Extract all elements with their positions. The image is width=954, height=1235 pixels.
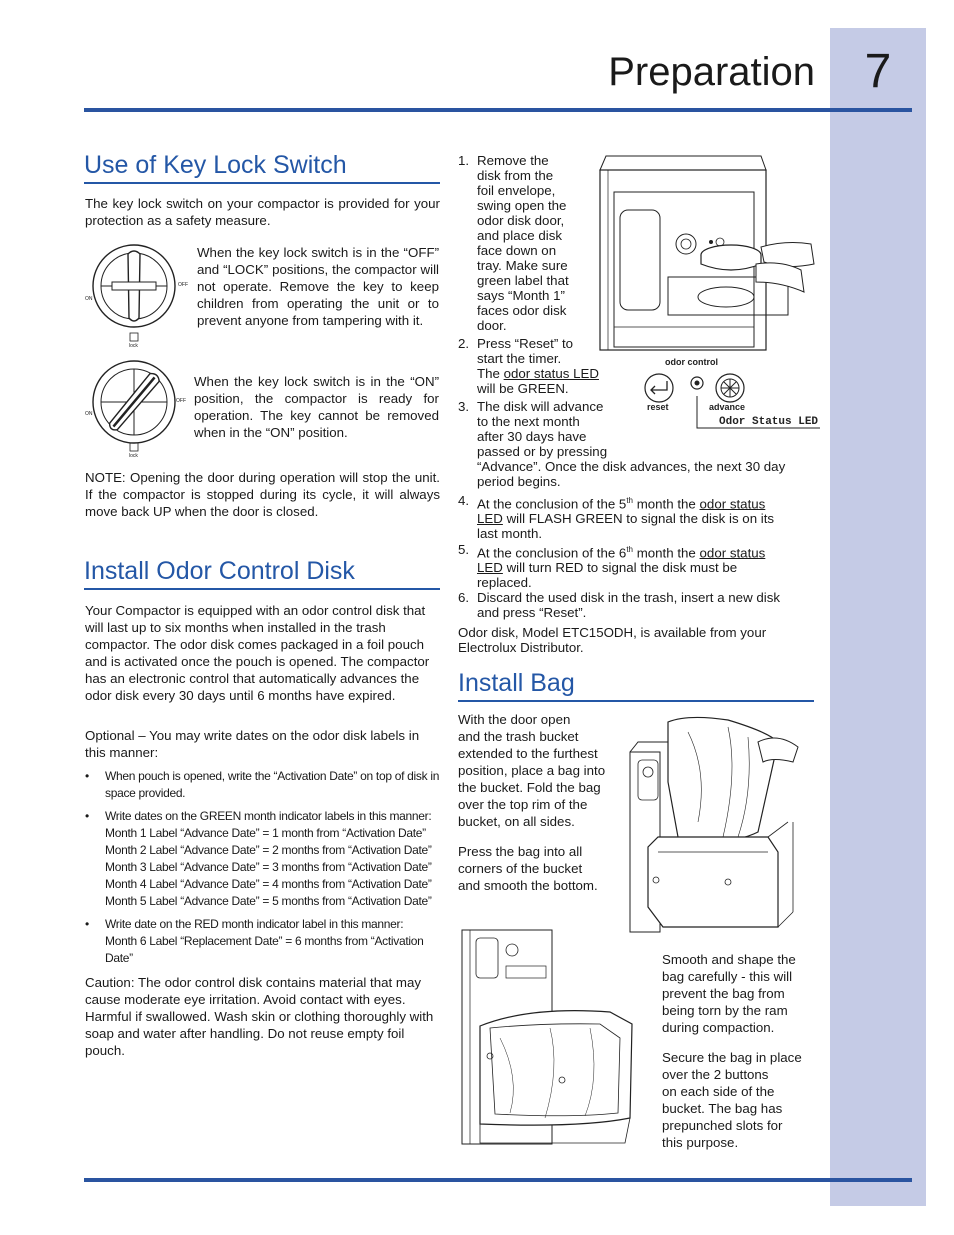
dial-off-label: OFF: [178, 282, 188, 288]
odor-caution: Caution: The odor control disk contains material that may cause moderate eye irritation. Avoid contact with eyes. Harmful if swallowed. Wash skin or clothing thoroughly with soap and water after handling. Do not reuse empty foil pouch.: [85, 975, 434, 1058]
control-panel-title: odor control: [665, 357, 718, 367]
bottom-rule: [84, 1178, 912, 1182]
dial-lock-label-2: lock: [129, 453, 138, 459]
bullet-item: • Write date on the RED month indicator label in this manner: Month 6 Label “Replacement Date” = 6 months from “Activation Date”: [85, 917, 424, 965]
bullet-item: • Write dates on the GREEN month indicator labels in this manner: Month 1 Label “Advance Date” = 1 month from “Activation Date” Month 2 Label “Advance Date” = 2 months from “Activation Date” Month 3 Label “Advance Date” = 3 months from “Activation Date” Month 4 Label “Advance Date” = 4 months from “Activation Date” Month 5 Label “Advance Date” = 5 months from “Activation Date”: [85, 809, 432, 908]
bag-text-4: Secure the bag in place over the 2 buttons on each side of the bucket. The bag has prepunched slots for this purpose.: [662, 1050, 802, 1150]
key-dial-on-icon: [82, 356, 192, 468]
bag-text-1: With the door open and the trash bucket extended to the furthest position, place a bag into the bucket. Fold the bag over the top rim of the bucket, on all sides.: [458, 712, 606, 829]
bullet-item: • When pouch is opened, write the “Activation Date” on top of disk in space provided.: [85, 769, 440, 800]
model-note: Odor disk, Model ETC15ODH, is available from your Electrolux Distributor.: [458, 625, 767, 655]
odor-status-led-label: Odor Status LED: [719, 416, 819, 428]
dial-on-label: ON: [85, 296, 93, 302]
bag-text-2: Press the bag into all corners of the bucket and smooth the bottom.: [458, 844, 598, 893]
side-tab: [830, 28, 926, 1206]
odor-heading: Install Odor Control Disk: [84, 557, 440, 590]
odor-optional: Optional – You may write dates on the odor disk labels in this manner:: [85, 728, 420, 760]
key-lock-heading: Use of Key Lock Switch: [84, 151, 440, 184]
install-bag-heading: Install Bag: [458, 669, 814, 702]
odor-intro: Your Compactor is equipped with an odor control disk that will last up to six months when installed in the trash compactor. The odor disk comes packaged in a foil pouch and is activated once the pouch is opened. The compactor has an electronic control that automatically advances the odor disk every 30 days until 6 months have expired.: [85, 603, 430, 703]
dial-lock-label: lock: [129, 343, 138, 349]
bag-text-3: Smooth and shape the bag carefully - this will prevent the bag from being torn by the ram during compaction.: [662, 952, 796, 1035]
reset-button-label: reset: [647, 402, 669, 412]
key-lock-off-text: When the key lock switch is in the “OFF” and “LOCK” positions, the compactor will not operate. Remove the key to keep children from operating the unit or to prevent anyone from tampering with it.: [197, 245, 439, 328]
dial-on-label-2: ON: [85, 411, 93, 417]
key-lock-note: NOTE: Opening the door during operation will stop the unit. If the compactor is stopped during its cycle, it will always move back UP when the door is closed.: [85, 470, 440, 519]
dial-off-label-2: OFF: [176, 398, 186, 404]
advance-button-label: advance: [709, 402, 746, 412]
page-number: 7: [864, 45, 892, 98]
key-lock-on-text: When the key lock switch is in the “ON” position, the compactor is ready for operation. The key cannot be removed when in the “ON” position.: [194, 374, 439, 440]
step-1: 1. Remove the disk from the foil envelope, swing open the odor disk door, and place disk face down on tray. Make sure green label that says “Month 1” faces odor disk door.: [458, 153, 569, 333]
key-dial-off-lock-icon: [82, 240, 192, 352]
bag-in-bucket-illustration: [460, 928, 640, 1148]
odor-disk-door-illustration: [596, 152, 816, 352]
key-lock-intro: The key lock switch on your compactor is provided for your protection as a safety measure.: [85, 196, 440, 228]
page-title: Preparation: [608, 50, 815, 94]
odor-status-led-link: odor status LED: [503, 366, 599, 381]
bag-placement-illustration: [628, 712, 828, 937]
top-rule: [84, 108, 912, 112]
